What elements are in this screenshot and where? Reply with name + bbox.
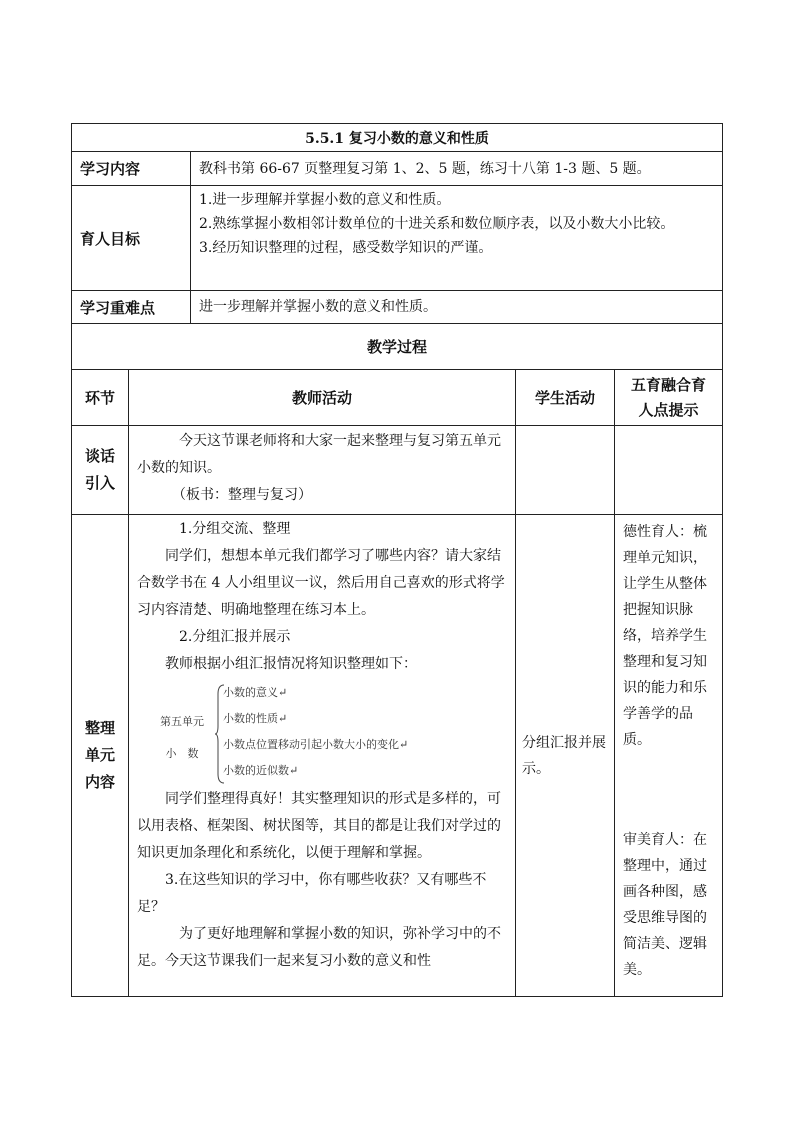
intro-board-note: （板书：整理与复习） <box>172 487 312 503</box>
knowledge-diagram <box>137 680 507 786</box>
title-row <box>72 124 723 152</box>
praise-paragraph: 同学们整理得真好！其实整理知识的形式是多样的，可以用表格、框架图、树状图等，其目的都是让我们对学过的知识更加条理化和系统化，以便于理解和掌握。 <box>137 791 501 861</box>
intro-teacher <box>129 426 516 515</box>
intro-paragraph: 今天这节课老师将和大家一起来整理与复习第五单元小数的知识。 <box>137 433 501 476</box>
diagram-item: 小数的近似数↵ <box>223 764 299 777</box>
step1-title: 1.分组交流、整理 <box>179 521 291 537</box>
tip-aesthetic: 审美育人：在整理中，通过画各种图，感受思维导图的简洁美、逻辑美。 <box>623 832 707 978</box>
content-label: 学习内容 <box>72 152 191 186</box>
lesson-plan-table <box>71 123 723 997</box>
goal-row <box>72 186 723 291</box>
goal-item: 2.熟练掌握小数相邻计数单位的十进关系和数位顺序表，以及小数大小比较。 <box>199 216 675 232</box>
diagram-item: 小数的性质↵ <box>223 712 288 725</box>
section-row <box>72 324 723 370</box>
intro-row <box>72 426 723 515</box>
organize-student: 分组汇报并展示。 <box>516 515 615 997</box>
step2-text: 教师根据小组汇报情况将知识整理如下： <box>165 656 417 672</box>
key-row <box>72 291 723 324</box>
diagram-item: 小数的意义↵ <box>223 686 288 699</box>
goal-item: 3.经历知识整理的过程，感受数学知识的严谨。 <box>199 240 493 256</box>
header-student: 学生活动 <box>516 370 615 426</box>
content-row <box>72 152 723 186</box>
organize-row <box>72 515 723 997</box>
content-text: 教科书第 66-67 页整理复习第 1、2、5 题，练习十八第 1-3 题、5 题。 <box>191 152 723 186</box>
intro-tips <box>615 426 723 515</box>
intro-student <box>516 426 615 515</box>
step3-text: 3.在这些知识的学习中，你有哪些收获？又有哪些不足？ <box>137 872 487 915</box>
header-tips: 五育融合育 人点提示 <box>615 370 723 426</box>
lesson-plan-document <box>71 123 722 997</box>
key-label: 学习重难点 <box>72 291 191 324</box>
organize-stage: 整理 单元 内容 <box>72 515 129 997</box>
organize-tips <box>615 515 723 997</box>
goal-label: 育人目标 <box>72 186 191 291</box>
header-row <box>72 370 723 426</box>
step2-title: 2.分组汇报并展示 <box>179 629 291 645</box>
diagram-root: 第五单元 小 数 <box>160 715 204 760</box>
closing-paragraph: 为了更好地理解和掌握小数的知识，弥补学习中的不足。今天这节课我们一起来复习小数的意义和性 <box>137 926 501 969</box>
diagram-item: 小数点位置移动引起小数大小的变化↵ <box>223 738 409 751</box>
organize-teacher <box>129 515 516 997</box>
goal-item: 1.进一步理解并掌握小数的意义和性质。 <box>199 192 451 208</box>
header-teacher: 教师活动 <box>129 370 516 426</box>
tip-moral: 德性育人：梳理单元知识，让学生从整体把握知识脉络，培养学生整理和复习知识的能力和乐学善学的品质。 <box>623 524 707 748</box>
key-text: 进一步理解并掌握小数的意义和性质。 <box>191 291 723 324</box>
lesson-title: 5.5.1 复习小数的意义和性质 <box>72 124 723 152</box>
intro-stage: 谈话 引入 <box>72 426 129 515</box>
header-stage: 环节 <box>72 370 129 426</box>
goal-list <box>191 186 723 291</box>
step1-text: 同学们，想想本单元我们都学习了哪些内容？请大家结合数学书在 4 人小组里议一议，然后用自己喜欢的形式将学习内容清楚、明确地整理在练习本上。 <box>137 548 505 618</box>
section-title: 教学过程 <box>72 324 723 370</box>
